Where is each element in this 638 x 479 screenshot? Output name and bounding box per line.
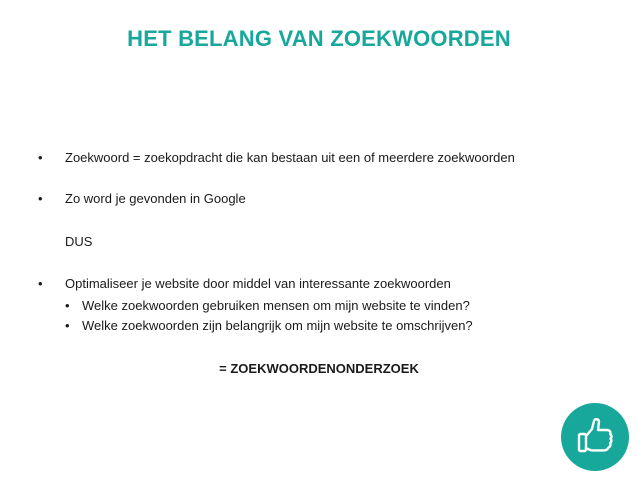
bullet-text: Zoekwoord = zoekopdracht die kan bestaan uit een of meerdere zoekwoorden (65, 150, 515, 165)
conclusion-text: = ZOEKWOORDENONDERZOEK (219, 361, 419, 376)
bullet-text: Zo word je gevonden in Google (65, 191, 246, 206)
sub-bullet-text: Welke zoekwoorden zijn belangrijk om mijn website te omschrijven? (82, 318, 473, 333)
bullet-text: Optimaliseer je website door middel van interessante zoekwoorden (65, 276, 451, 291)
thumbs-up-badge (561, 403, 629, 471)
thumbs-up-icon (561, 403, 629, 471)
sub-bullet-marker: • (65, 318, 70, 333)
bullet-marker: • (38, 150, 43, 165)
bullet-marker: • (38, 276, 43, 291)
slide-title: HET BELANG VAN ZOEKWOORDEN (127, 26, 511, 51)
bullet-marker: • (38, 191, 43, 206)
sub-bullet-text: Welke zoekwoorden gebruiken mensen om mijn website te vinden? (82, 298, 470, 313)
connector-text: DUS (65, 234, 93, 249)
sub-bullet-marker: • (65, 298, 70, 313)
